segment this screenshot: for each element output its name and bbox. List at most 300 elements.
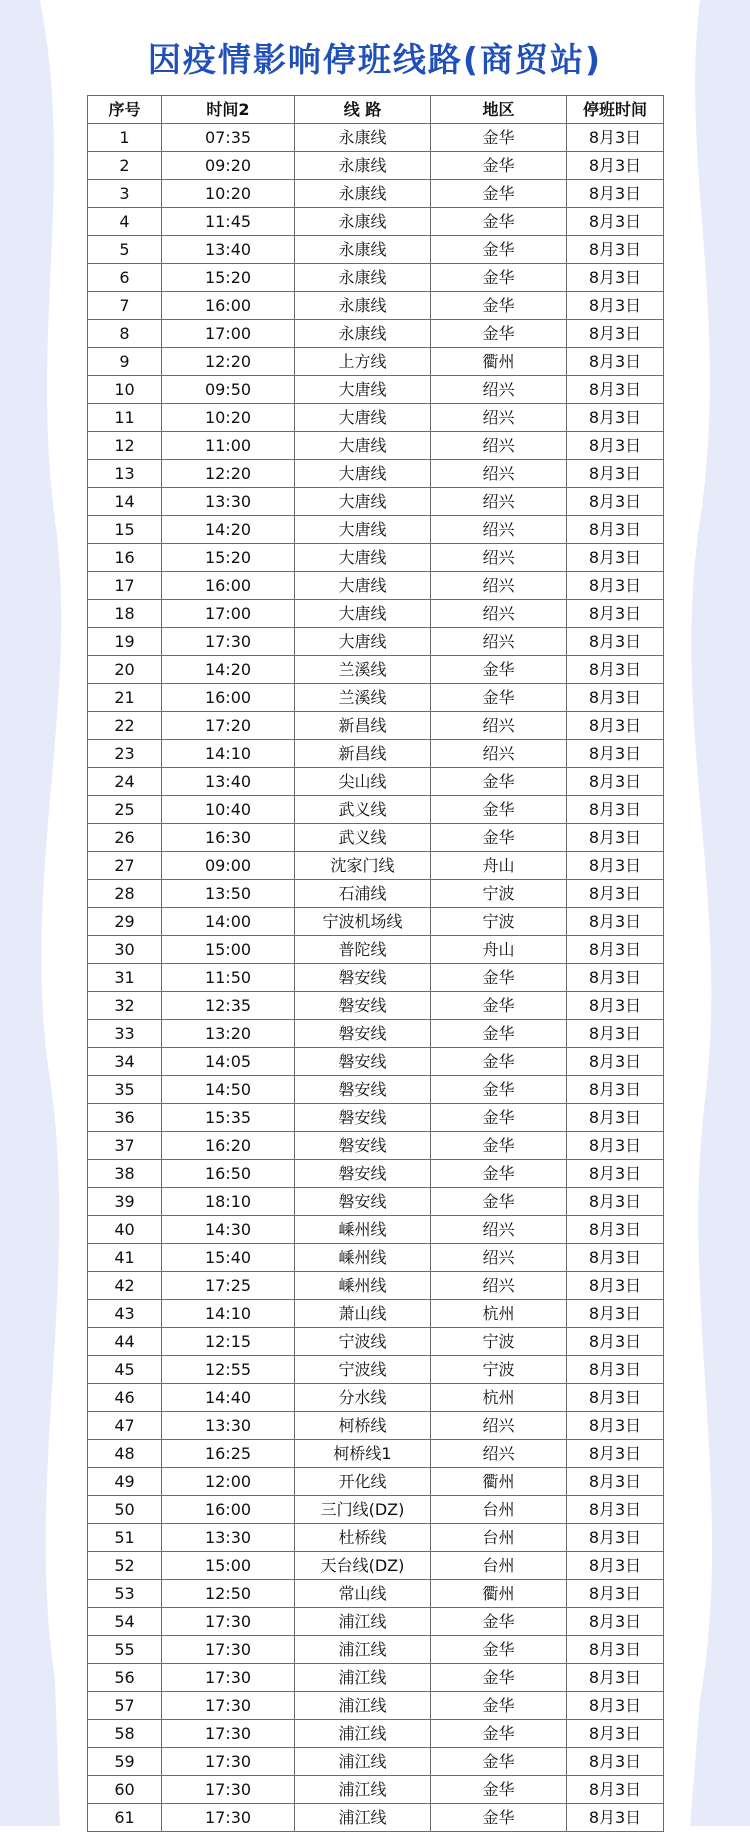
cell-suspension-date: 8月3日	[567, 1720, 664, 1748]
cell-region: 台州	[431, 1524, 567, 1552]
cell-time: 17:30	[162, 1608, 295, 1636]
cell-route: 大唐线	[295, 488, 431, 516]
cell-time: 16:00	[162, 1496, 295, 1524]
cell-serial-number: 4	[88, 208, 162, 236]
cell-serial-number: 39	[88, 1188, 162, 1216]
cell-region: 金华	[431, 1048, 567, 1076]
cell-route: 三门线(DZ)	[295, 1496, 431, 1524]
cell-suspension-date: 8月3日	[567, 1132, 664, 1160]
cell-time: 15:20	[162, 264, 295, 292]
header-route: 线 路	[295, 96, 431, 124]
cell-suspension-date: 8月3日	[567, 292, 664, 320]
cell-route: 磐安线	[295, 1048, 431, 1076]
cell-region: 绍兴	[431, 404, 567, 432]
table-row	[88, 796, 664, 824]
cell-serial-number: 33	[88, 1020, 162, 1048]
cell-suspension-date: 8月3日	[567, 1692, 664, 1720]
table-row	[88, 432, 664, 460]
table-row	[88, 684, 664, 712]
cell-time: 17:30	[162, 1720, 295, 1748]
cell-suspension-date: 8月3日	[567, 1160, 664, 1188]
cell-region: 舟山	[431, 852, 567, 880]
cell-time: 10:40	[162, 796, 295, 824]
cell-region: 绍兴	[431, 432, 567, 460]
table-row	[88, 768, 664, 796]
cell-serial-number: 21	[88, 684, 162, 712]
cell-suspension-date: 8月3日	[567, 1384, 664, 1412]
cell-time: 12:35	[162, 992, 295, 1020]
cell-suspension-date: 8月3日	[567, 1412, 664, 1440]
cell-suspension-date: 8月3日	[567, 236, 664, 264]
cell-route: 嵊州线	[295, 1244, 431, 1272]
table-row	[88, 1804, 664, 1832]
cell-route: 普陀线	[295, 936, 431, 964]
cell-serial-number: 10	[88, 376, 162, 404]
cell-suspension-date: 8月3日	[567, 1580, 664, 1608]
cell-region: 舟山	[431, 936, 567, 964]
cell-route: 浦江线	[295, 1748, 431, 1776]
cell-time: 17:30	[162, 1636, 295, 1664]
cell-serial-number: 41	[88, 1244, 162, 1272]
cell-serial-number: 58	[88, 1720, 162, 1748]
cell-time: 14:40	[162, 1384, 295, 1412]
table-row	[88, 236, 664, 264]
cell-time: 17:00	[162, 320, 295, 348]
cell-region: 绍兴	[431, 376, 567, 404]
table-header-row	[88, 96, 664, 124]
table-row	[88, 460, 664, 488]
cell-region: 金华	[431, 796, 567, 824]
cell-time: 12:55	[162, 1356, 295, 1384]
cell-region: 金华	[431, 236, 567, 264]
cell-suspension-date: 8月3日	[567, 1216, 664, 1244]
cell-route: 浦江线	[295, 1692, 431, 1720]
cell-suspension-date: 8月3日	[567, 152, 664, 180]
cell-route: 沈家门线	[295, 852, 431, 880]
cell-time: 15:20	[162, 544, 295, 572]
cell-serial-number: 25	[88, 796, 162, 824]
cell-suspension-date: 8月3日	[567, 1188, 664, 1216]
cell-region: 金华	[431, 1776, 567, 1804]
cell-serial-number: 40	[88, 1216, 162, 1244]
table-row	[88, 516, 664, 544]
cell-route: 武义线	[295, 824, 431, 852]
cell-route: 柯桥线	[295, 1412, 431, 1440]
table-row	[88, 1188, 664, 1216]
cell-suspension-date: 8月3日	[567, 1468, 664, 1496]
cell-suspension-date: 8月3日	[567, 1328, 664, 1356]
cell-route: 新昌线	[295, 740, 431, 768]
cell-route: 磐安线	[295, 1188, 431, 1216]
cell-suspension-date: 8月3日	[567, 516, 664, 544]
cell-region: 金华	[431, 292, 567, 320]
cell-time: 12:00	[162, 1468, 295, 1496]
cell-suspension-date: 8月3日	[567, 376, 664, 404]
cell-suspension-date: 8月3日	[567, 964, 664, 992]
cell-region: 绍兴	[431, 516, 567, 544]
cell-time: 17:30	[162, 628, 295, 656]
cell-route: 大唐线	[295, 404, 431, 432]
cell-time: 14:20	[162, 656, 295, 684]
cell-route: 上方线	[295, 348, 431, 376]
cell-serial-number: 53	[88, 1580, 162, 1608]
cell-time: 13:20	[162, 1020, 295, 1048]
cell-route: 分水线	[295, 1384, 431, 1412]
header-region: 地区	[431, 96, 567, 124]
cell-suspension-date: 8月3日	[567, 740, 664, 768]
table-row	[88, 124, 664, 152]
cell-route: 兰溪线	[295, 684, 431, 712]
cell-route: 杜桥线	[295, 1524, 431, 1552]
cell-route: 永康线	[295, 292, 431, 320]
cell-suspension-date: 8月3日	[567, 1048, 664, 1076]
cell-route: 磐安线	[295, 1104, 431, 1132]
cell-serial-number: 59	[88, 1748, 162, 1776]
cell-serial-number: 49	[88, 1468, 162, 1496]
cell-time: 14:20	[162, 516, 295, 544]
table-row	[88, 1020, 664, 1048]
table-row	[88, 1216, 664, 1244]
table-row	[88, 1048, 664, 1076]
cell-route: 新昌线	[295, 712, 431, 740]
cell-time: 17:30	[162, 1804, 295, 1832]
cell-route: 宁波机场线	[295, 908, 431, 936]
cell-suspension-date: 8月3日	[567, 628, 664, 656]
cell-route: 大唐线	[295, 544, 431, 572]
cell-route: 永康线	[295, 236, 431, 264]
table-row	[88, 908, 664, 936]
cell-time: 15:40	[162, 1244, 295, 1272]
table-row	[88, 880, 664, 908]
table-row	[88, 1468, 664, 1496]
cell-route: 武义线	[295, 796, 431, 824]
table-row	[88, 1384, 664, 1412]
cell-time: 17:30	[162, 1776, 295, 1804]
cell-time: 14:05	[162, 1048, 295, 1076]
cell-serial-number: 22	[88, 712, 162, 740]
cell-suspension-date: 8月3日	[567, 1776, 664, 1804]
cell-time: 09:50	[162, 376, 295, 404]
cell-region: 金华	[431, 1020, 567, 1048]
table-row	[88, 824, 664, 852]
cell-serial-number: 15	[88, 516, 162, 544]
cell-route: 宁波线	[295, 1328, 431, 1356]
cell-route: 兰溪线	[295, 656, 431, 684]
table-row	[88, 1636, 664, 1664]
cell-route: 柯桥线1	[295, 1440, 431, 1468]
header-serial-number: 序号	[88, 96, 162, 124]
cell-region: 金华	[431, 152, 567, 180]
cell-serial-number: 30	[88, 936, 162, 964]
cell-time: 16:00	[162, 684, 295, 712]
table-row	[88, 488, 664, 516]
page-title: 因疫情影响停班线路(商贸站)	[147, 40, 603, 79]
cell-suspension-date: 8月3日	[567, 880, 664, 908]
cell-time: 10:20	[162, 180, 295, 208]
cell-suspension-date: 8月3日	[567, 1076, 664, 1104]
cell-suspension-date: 8月3日	[567, 1272, 664, 1300]
cell-region: 绍兴	[431, 1244, 567, 1272]
cell-suspension-date: 8月3日	[567, 684, 664, 712]
cell-serial-number: 61	[88, 1804, 162, 1832]
cell-serial-number: 37	[88, 1132, 162, 1160]
cell-route: 浦江线	[295, 1608, 431, 1636]
cell-region: 台州	[431, 1552, 567, 1580]
cell-time: 16:50	[162, 1160, 295, 1188]
table-row	[88, 712, 664, 740]
cell-suspension-date: 8月3日	[567, 992, 664, 1020]
cell-region: 金华	[431, 180, 567, 208]
table-row	[88, 1104, 664, 1132]
cell-suspension-date: 8月3日	[567, 796, 664, 824]
cell-serial-number: 9	[88, 348, 162, 376]
cell-time: 14:10	[162, 740, 295, 768]
cell-time: 09:00	[162, 852, 295, 880]
cell-region: 衢州	[431, 1580, 567, 1608]
cell-serial-number: 42	[88, 1272, 162, 1300]
table-row	[88, 1132, 664, 1160]
cell-region: 宁波	[431, 1356, 567, 1384]
cell-suspension-date: 8月3日	[567, 544, 664, 572]
cell-region: 杭州	[431, 1300, 567, 1328]
cell-region: 金华	[431, 208, 567, 236]
cell-time: 16:25	[162, 1440, 295, 1468]
table-row	[88, 1664, 664, 1692]
cell-route: 磐安线	[295, 964, 431, 992]
cell-serial-number: 5	[88, 236, 162, 264]
cell-route: 磐安线	[295, 1160, 431, 1188]
cell-time: 15:35	[162, 1104, 295, 1132]
table-row	[88, 1160, 664, 1188]
cell-route: 永康线	[295, 180, 431, 208]
cell-serial-number: 19	[88, 628, 162, 656]
cell-time: 16:20	[162, 1132, 295, 1160]
cell-suspension-date: 8月3日	[567, 348, 664, 376]
cell-region: 绍兴	[431, 544, 567, 572]
cell-route: 磐安线	[295, 1132, 431, 1160]
cell-time: 14:50	[162, 1076, 295, 1104]
cell-suspension-date: 8月3日	[567, 712, 664, 740]
cell-region: 金华	[431, 1608, 567, 1636]
table-row	[88, 1776, 664, 1804]
cell-region: 金华	[431, 1804, 567, 1832]
cell-time: 10:20	[162, 404, 295, 432]
cell-region: 绍兴	[431, 1272, 567, 1300]
table-row	[88, 572, 664, 600]
cell-region: 台州	[431, 1496, 567, 1524]
cell-region: 绍兴	[431, 1440, 567, 1468]
table-row	[88, 1328, 664, 1356]
cell-suspension-date: 8月3日	[567, 208, 664, 236]
cell-serial-number: 12	[88, 432, 162, 460]
cell-region: 绍兴	[431, 628, 567, 656]
cell-region: 金华	[431, 264, 567, 292]
cell-route: 磐安线	[295, 1076, 431, 1104]
table-row	[88, 544, 664, 572]
cell-serial-number: 2	[88, 152, 162, 180]
cell-time: 12:50	[162, 1580, 295, 1608]
cell-time: 17:30	[162, 1748, 295, 1776]
cell-suspension-date: 8月3日	[567, 320, 664, 348]
table-row	[88, 964, 664, 992]
cell-time: 15:00	[162, 1552, 295, 1580]
cell-route: 萧山线	[295, 1300, 431, 1328]
cell-suspension-date: 8月3日	[567, 404, 664, 432]
cell-suspension-date: 8月3日	[567, 1300, 664, 1328]
cell-serial-number: 23	[88, 740, 162, 768]
cell-suspension-date: 8月3日	[567, 1748, 664, 1776]
cell-suspension-date: 8月3日	[567, 1440, 664, 1468]
cell-route: 大唐线	[295, 516, 431, 544]
cell-region: 金华	[431, 1720, 567, 1748]
cell-route: 浦江线	[295, 1664, 431, 1692]
table-row	[88, 208, 664, 236]
cell-route: 大唐线	[295, 572, 431, 600]
cell-time: 16:00	[162, 292, 295, 320]
cell-region: 金华	[431, 1132, 567, 1160]
cell-time: 17:30	[162, 1664, 295, 1692]
table-row	[88, 656, 664, 684]
cell-time: 13:30	[162, 488, 295, 516]
cell-route: 大唐线	[295, 628, 431, 656]
cell-serial-number: 52	[88, 1552, 162, 1580]
cell-region: 绍兴	[431, 572, 567, 600]
cell-serial-number: 44	[88, 1328, 162, 1356]
table-row	[88, 1272, 664, 1300]
cell-suspension-date: 8月3日	[567, 1608, 664, 1636]
cell-time: 17:00	[162, 600, 295, 628]
table-row	[88, 1496, 664, 1524]
cell-time: 13:40	[162, 768, 295, 796]
table-row	[88, 180, 664, 208]
cell-serial-number: 54	[88, 1608, 162, 1636]
cell-route: 浦江线	[295, 1804, 431, 1832]
cell-region: 金华	[431, 992, 567, 1020]
cell-serial-number: 57	[88, 1692, 162, 1720]
cell-route: 嵊州线	[295, 1216, 431, 1244]
cell-suspension-date: 8月3日	[567, 600, 664, 628]
cell-time: 14:10	[162, 1300, 295, 1328]
cell-time: 15:00	[162, 936, 295, 964]
cell-region: 金华	[431, 1748, 567, 1776]
cell-serial-number: 17	[88, 572, 162, 600]
cell-route: 浦江线	[295, 1776, 431, 1804]
cell-serial-number: 11	[88, 404, 162, 432]
cell-route: 天台线(DZ)	[295, 1552, 431, 1580]
cell-serial-number: 48	[88, 1440, 162, 1468]
cell-serial-number: 24	[88, 768, 162, 796]
table-body	[88, 124, 664, 1832]
table-row	[88, 292, 664, 320]
cell-region: 金华	[431, 320, 567, 348]
cell-region: 绍兴	[431, 488, 567, 516]
table-row	[88, 1356, 664, 1384]
cell-time: 16:30	[162, 824, 295, 852]
cell-route: 永康线	[295, 124, 431, 152]
cell-suspension-date: 8月3日	[567, 180, 664, 208]
cell-region: 宁波	[431, 880, 567, 908]
table-row	[88, 264, 664, 292]
cell-suspension-date: 8月3日	[567, 460, 664, 488]
cell-route: 永康线	[295, 264, 431, 292]
cell-time: 12:20	[162, 348, 295, 376]
cell-serial-number: 26	[88, 824, 162, 852]
cell-serial-number: 16	[88, 544, 162, 572]
cell-route: 尖山线	[295, 768, 431, 796]
cell-route: 永康线	[295, 208, 431, 236]
cell-region: 绍兴	[431, 460, 567, 488]
cell-route: 浦江线	[295, 1720, 431, 1748]
cell-serial-number: 51	[88, 1524, 162, 1552]
cell-route: 永康线	[295, 152, 431, 180]
cell-route: 开化线	[295, 1468, 431, 1496]
cell-serial-number: 18	[88, 600, 162, 628]
cell-route: 大唐线	[295, 460, 431, 488]
cell-time: 12:15	[162, 1328, 295, 1356]
cell-region: 衢州	[431, 348, 567, 376]
cell-time: 07:35	[162, 124, 295, 152]
cell-region: 金华	[431, 1636, 567, 1664]
cell-region: 杭州	[431, 1384, 567, 1412]
table-row	[88, 1300, 664, 1328]
header-time: 时间2	[162, 96, 295, 124]
cell-serial-number: 32	[88, 992, 162, 1020]
table-row	[88, 1412, 664, 1440]
cell-serial-number: 38	[88, 1160, 162, 1188]
cell-suspension-date: 8月3日	[567, 824, 664, 852]
cell-time: 14:00	[162, 908, 295, 936]
cell-route: 浦江线	[295, 1636, 431, 1664]
cell-time: 11:45	[162, 208, 295, 236]
cell-suspension-date: 8月3日	[567, 488, 664, 516]
cell-suspension-date: 8月3日	[567, 264, 664, 292]
cell-suspension-date: 8月3日	[567, 1020, 664, 1048]
cell-region: 绍兴	[431, 1216, 567, 1244]
cell-time: 14:30	[162, 1216, 295, 1244]
cell-time: 13:30	[162, 1412, 295, 1440]
cell-serial-number: 43	[88, 1300, 162, 1328]
cell-suspension-date: 8月3日	[567, 908, 664, 936]
cell-time: 12:20	[162, 460, 295, 488]
cell-serial-number: 35	[88, 1076, 162, 1104]
cell-time: 11:00	[162, 432, 295, 460]
cell-region: 金华	[431, 824, 567, 852]
cell-suspension-date: 8月3日	[567, 1664, 664, 1692]
cell-suspension-date: 8月3日	[567, 572, 664, 600]
cell-route: 常山线	[295, 1580, 431, 1608]
cell-suspension-date: 8月3日	[567, 432, 664, 460]
cell-serial-number: 46	[88, 1384, 162, 1412]
cell-serial-number: 60	[88, 1776, 162, 1804]
cell-time: 16:00	[162, 572, 295, 600]
cell-suspension-date: 8月3日	[567, 1356, 664, 1384]
cell-route: 大唐线	[295, 376, 431, 404]
cell-suspension-date: 8月3日	[567, 1804, 664, 1832]
cell-suspension-date: 8月3日	[567, 852, 664, 880]
cell-serial-number: 31	[88, 964, 162, 992]
suspended-routes-table	[87, 95, 664, 1832]
table-row	[88, 1608, 664, 1636]
cell-route: 大唐线	[295, 600, 431, 628]
table-row	[88, 320, 664, 348]
cell-region: 金华	[431, 1104, 567, 1132]
cell-time: 13:50	[162, 880, 295, 908]
table-row	[88, 376, 664, 404]
cell-suspension-date: 8月3日	[567, 1524, 664, 1552]
cell-region: 绍兴	[431, 1412, 567, 1440]
cell-serial-number: 3	[88, 180, 162, 208]
cell-serial-number: 14	[88, 488, 162, 516]
